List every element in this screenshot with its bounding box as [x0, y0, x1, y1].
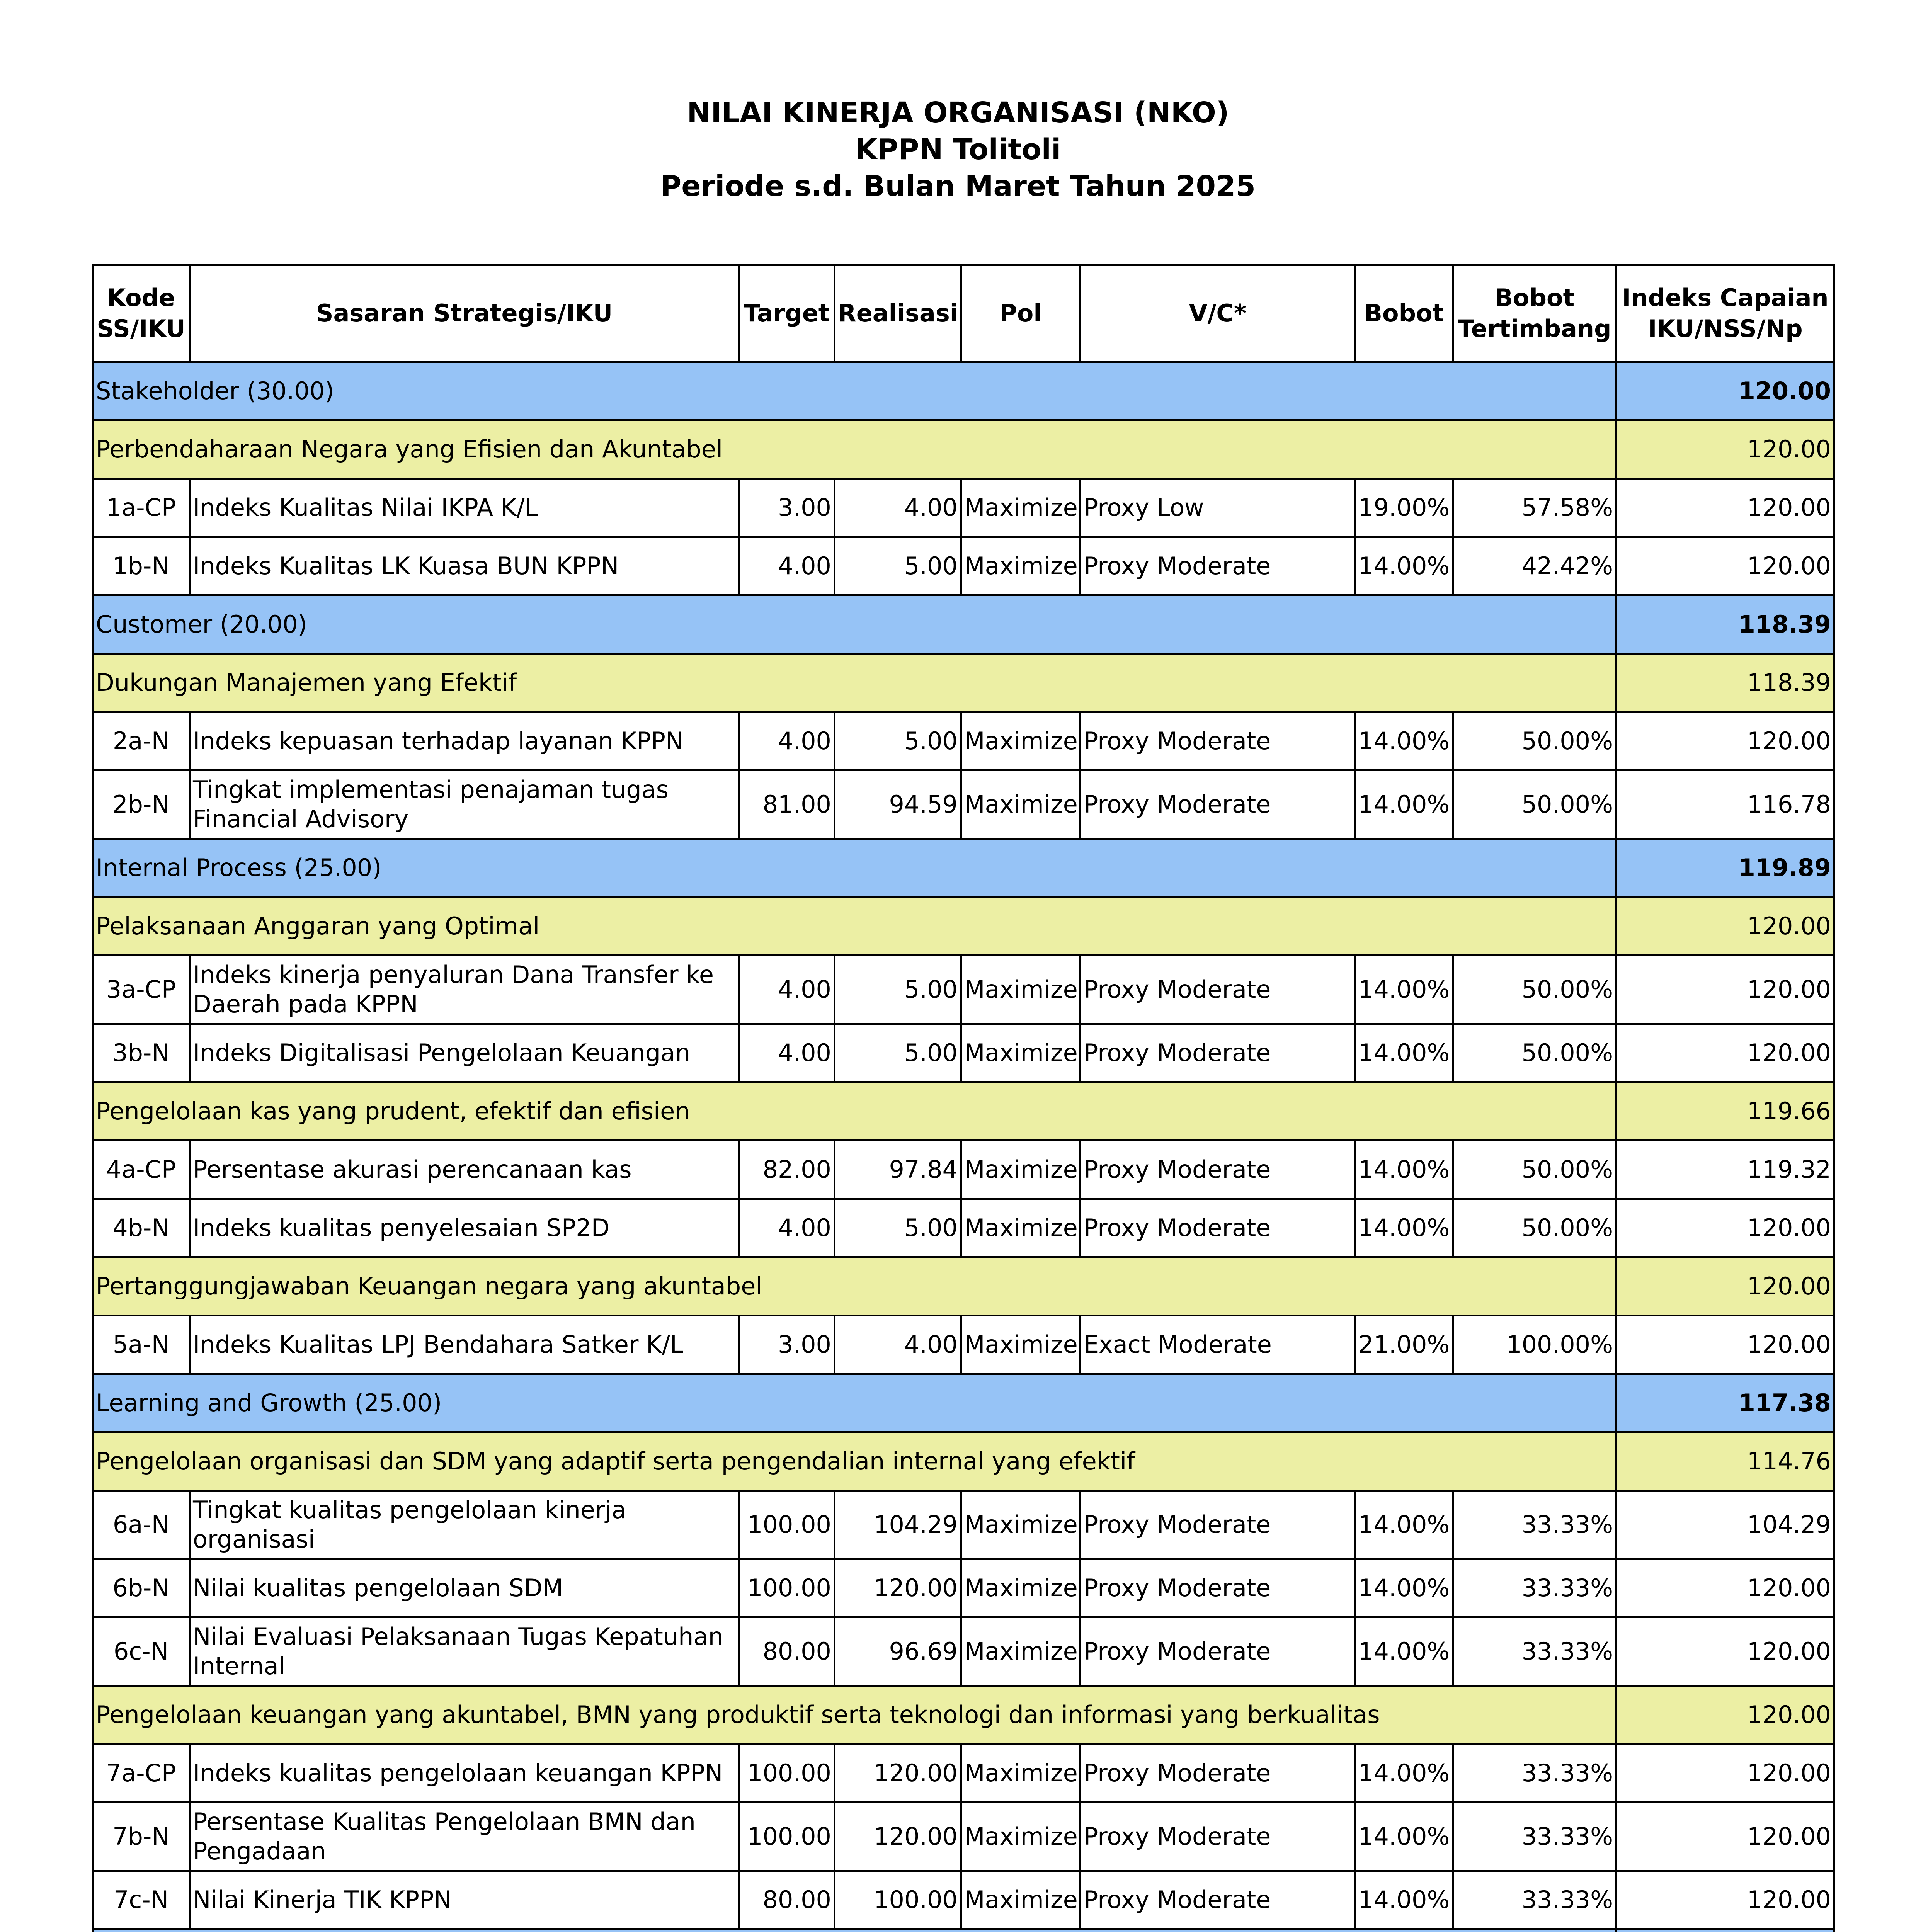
indicator-bobot: 14.00% — [1355, 712, 1453, 770]
table-body — [93, 362, 1834, 1929]
indicator-polarity: Maximize — [961, 1141, 1081, 1199]
indicator-row — [93, 956, 1834, 1024]
indicator-indeks: 116.78 — [1617, 770, 1834, 839]
indicator-name: Persentase Kualitas Pengelolaan BMN dan Pengadaan — [190, 1803, 739, 1871]
indicator-realisasi: 94.59 — [835, 770, 961, 839]
indicator-vc: Proxy Moderate — [1081, 770, 1355, 839]
indicator-realisasi: 5.00 — [835, 712, 961, 770]
indicator-code: 2a-N — [93, 712, 190, 770]
strategic-target-value: 120.00 — [1617, 420, 1834, 479]
indicator-code: 7a-CP — [93, 1744, 190, 1803]
indicator-row — [93, 1141, 1834, 1199]
indicator-realisasi: 120.00 — [835, 1559, 961, 1617]
indicator-realisasi: 104.29 — [835, 1491, 961, 1559]
strategic-target-row — [93, 1686, 1834, 1744]
indicator-bobot: 19.00% — [1355, 479, 1453, 537]
strategic-target-row — [93, 1082, 1834, 1141]
indicator-indeks: 120.00 — [1617, 1617, 1834, 1686]
indicator-bobot-tertimbang: 50.00% — [1453, 956, 1617, 1024]
indicator-row — [93, 1491, 1834, 1559]
indicator-target: 80.00 — [739, 1871, 835, 1929]
indicator-vc: Proxy Moderate — [1081, 1559, 1355, 1617]
indicator-code: 1b-N — [93, 537, 190, 595]
strategic-target-value: 120.00 — [1617, 1686, 1834, 1744]
strategic-target-row — [93, 1432, 1834, 1491]
report-header — [0, 95, 1916, 205]
indicator-target: 100.00 — [739, 1803, 835, 1871]
indicator-code: 6c-N — [93, 1617, 190, 1686]
perspective-row — [93, 595, 1834, 654]
strategic-target-row — [93, 897, 1834, 956]
indicator-polarity: Maximize — [961, 479, 1081, 537]
indicator-realisasi: 96.69 — [835, 1617, 961, 1686]
indicator-indeks: 120.00 — [1617, 1871, 1834, 1929]
indicator-bobot: 14.00% — [1355, 1199, 1453, 1257]
indicator-target: 100.00 — [739, 1744, 835, 1803]
strategic-target-label: Dukungan Manajemen yang Efektif — [93, 654, 1617, 712]
indicator-name: Indeks Digitalisasi Pengelolaan Keuangan — [190, 1024, 739, 1082]
indicator-indeks: 120.00 — [1617, 712, 1834, 770]
perspective-row — [93, 362, 1834, 420]
indicator-bobot: 14.00% — [1355, 1871, 1453, 1929]
col-header-bobot: Bobot — [1355, 265, 1453, 362]
indicator-indeks: 120.00 — [1617, 1316, 1834, 1374]
indicator-code: 6b-N — [93, 1559, 190, 1617]
col-header-kode: Kode SS/IKU — [93, 265, 190, 362]
col-header-sasaran: Sasaran Strategis/IKU — [190, 265, 739, 362]
strategic-target-label: Perbendaharaan Negara yang Efisien dan Akuntabel — [93, 420, 1617, 479]
indicator-polarity: Maximize — [961, 1803, 1081, 1871]
indicator-name: Indeks kualitas penyelesaian SP2D — [190, 1199, 739, 1257]
indicator-bobot: 21.00% — [1355, 1316, 1453, 1374]
indicator-bobot-tertimbang: 50.00% — [1453, 1024, 1617, 1082]
indicator-vc: Proxy Moderate — [1081, 1199, 1355, 1257]
indicator-realisasi: 5.00 — [835, 956, 961, 1024]
indicator-bobot-tertimbang: 50.00% — [1453, 712, 1617, 770]
indicator-row — [93, 479, 1834, 537]
indicator-realisasi: 4.00 — [835, 479, 961, 537]
indicator-indeks: 120.00 — [1617, 956, 1834, 1024]
total-label — [93, 1929, 1617, 1932]
indicator-target: 82.00 — [739, 1141, 835, 1199]
col-header-vc: V/C* — [1081, 265, 1355, 362]
table-header-row — [93, 265, 1834, 362]
indicator-polarity: Maximize — [961, 956, 1081, 1024]
indicator-polarity: Maximize — [961, 712, 1081, 770]
indicator-indeks: 120.00 — [1617, 479, 1834, 537]
indicator-row — [93, 1559, 1834, 1617]
indicator-bobot-tertimbang: 33.33% — [1453, 1491, 1617, 1559]
indicator-name: Indeks Kualitas Nilai IKPA K/L — [190, 479, 739, 537]
strategic-target-value: 120.00 — [1617, 897, 1834, 956]
indicator-bobot-tertimbang: 33.33% — [1453, 1559, 1617, 1617]
perspective-value: 117.38 — [1617, 1374, 1834, 1432]
total-row — [93, 1929, 1834, 1932]
indicator-vc: Proxy Moderate — [1081, 1141, 1355, 1199]
indicator-code: 7b-N — [93, 1803, 190, 1871]
nko-table — [92, 264, 1835, 1932]
strategic-target-value: 118.39 — [1617, 654, 1834, 712]
indicator-target: 4.00 — [739, 537, 835, 595]
indicator-target: 4.00 — [739, 956, 835, 1024]
indicator-bobot-tertimbang: 57.58% — [1453, 479, 1617, 537]
indicator-target: 100.00 — [739, 1559, 835, 1617]
strategic-target-label: Pengelolaan kas yang prudent, efektif dan efisien — [93, 1082, 1617, 1141]
office-name: KPPN Tolitoli — [855, 133, 1061, 166]
perspective-value: 118.39 — [1617, 595, 1834, 654]
indicator-bobot-tertimbang: 50.00% — [1453, 1199, 1617, 1257]
strategic-target-label: Pengelolaan organisasi dan SDM yang adaptif serta pengendalian internal yang efektif — [93, 1432, 1617, 1491]
strategic-target-label: Pertanggungjawaban Keuangan negara yang akuntabel — [93, 1257, 1617, 1316]
indicator-row — [93, 1316, 1834, 1374]
indicator-realisasi: 100.00 — [835, 1871, 961, 1929]
indicator-bobot-tertimbang: 50.00% — [1453, 1141, 1617, 1199]
indicator-polarity: Maximize — [961, 1316, 1081, 1374]
indicator-polarity: Maximize — [961, 537, 1081, 595]
indicator-name: Indeks Kualitas LK Kuasa BUN KPPN — [190, 537, 739, 595]
col-header-target: Target — [739, 265, 835, 362]
indicator-realisasi: 120.00 — [835, 1744, 961, 1803]
indicator-target: 4.00 — [739, 712, 835, 770]
col-header-indeks: Indeks Capaian IKU/NSS/Np — [1617, 265, 1834, 362]
indicator-bobot: 14.00% — [1355, 1141, 1453, 1199]
indicator-code: 2b-N — [93, 770, 190, 839]
indicator-vc: Proxy Moderate — [1081, 1803, 1355, 1871]
indicator-bobot: 14.00% — [1355, 770, 1453, 839]
perspective-value: 120.00 — [1617, 362, 1834, 420]
strategic-target-row — [93, 1257, 1834, 1316]
indicator-name: Tingkat implementasi penajaman tugas Financial Advisory — [190, 770, 739, 839]
indicator-name: Indeks kinerja penyaluran Dana Transfer ke Daerah pada KPPN — [190, 956, 739, 1024]
indicator-name: Nilai kualitas pengelolaan SDM — [190, 1559, 739, 1617]
strategic-target-label: Pelaksanaan Anggaran yang Optimal — [93, 897, 1617, 956]
perspective-label: Learning and Growth (25.00) — [93, 1374, 1617, 1432]
indicator-polarity: Maximize — [961, 1491, 1081, 1559]
report-title: NILAI KINERJA ORGANISASI (NKO) — [687, 96, 1229, 129]
indicator-vc: Proxy Low — [1081, 479, 1355, 537]
indicator-realisasi: 4.00 — [835, 1316, 961, 1374]
indicator-name: Nilai Evaluasi Pelaksanaan Tugas Kepatuhan Internal — [190, 1617, 739, 1686]
indicator-row — [93, 1803, 1834, 1871]
indicator-realisasi: 5.00 — [835, 1024, 961, 1082]
indicator-indeks: 104.29 — [1617, 1491, 1834, 1559]
indicator-realisasi: 97.84 — [835, 1141, 961, 1199]
indicator-vc: Proxy Moderate — [1081, 1024, 1355, 1082]
perspective-label: Stakeholder (30.00) — [93, 362, 1617, 420]
indicator-target: 81.00 — [739, 770, 835, 839]
strategic-target-row — [93, 654, 1834, 712]
indicator-bobot-tertimbang: 33.33% — [1453, 1617, 1617, 1686]
indicator-vc: Exact Moderate — [1081, 1316, 1355, 1374]
indicator-indeks: 120.00 — [1617, 1199, 1834, 1257]
indicator-vc: Proxy Moderate — [1081, 712, 1355, 770]
strategic-target-value: 114.76 — [1617, 1432, 1834, 1491]
col-header-realisasi: Realisasi — [835, 265, 961, 362]
indicator-vc: Proxy Moderate — [1081, 1491, 1355, 1559]
indicator-polarity: Maximize — [961, 1871, 1081, 1929]
indicator-target: 80.00 — [739, 1617, 835, 1686]
indicator-polarity: Maximize — [961, 1024, 1081, 1082]
indicator-bobot-tertimbang: 33.33% — [1453, 1871, 1617, 1929]
perspective-label: Internal Process (25.00) — [93, 839, 1617, 897]
indicator-bobot: 14.00% — [1355, 1617, 1453, 1686]
perspective-value: 119.89 — [1617, 839, 1834, 897]
indicator-vc: Proxy Moderate — [1081, 1744, 1355, 1803]
indicator-code: 3a-CP — [93, 956, 190, 1024]
indicator-code: 4b-N — [93, 1199, 190, 1257]
indicator-bobot-tertimbang: 42.42% — [1453, 537, 1617, 595]
indicator-name: Nilai Kinerja TIK KPPN — [190, 1871, 739, 1929]
indicator-row — [93, 1744, 1834, 1803]
indicator-row — [93, 1871, 1834, 1929]
indicator-polarity: Maximize — [961, 770, 1081, 839]
indicator-target: 3.00 — [739, 1316, 835, 1374]
indicator-indeks: 120.00 — [1617, 1803, 1834, 1871]
indicator-row — [93, 1617, 1834, 1686]
col-header-pol: Pol — [961, 265, 1081, 362]
indicator-bobot-tertimbang: 50.00% — [1453, 770, 1617, 839]
perspective-row — [93, 839, 1834, 897]
indicator-target: 100.00 — [739, 1491, 835, 1559]
indicator-row — [93, 1199, 1834, 1257]
indicator-code: 3b-N — [93, 1024, 190, 1082]
indicator-bobot: 14.00% — [1355, 1491, 1453, 1559]
col-header-bobot-tertimbang: Bobot Tertimbang — [1453, 265, 1617, 362]
indicator-vc: Proxy Moderate — [1081, 956, 1355, 1024]
indicator-name: Indeks Kualitas LPJ Bendahara Satker K/L — [190, 1316, 739, 1374]
indicator-code: 1a-CP — [93, 479, 190, 537]
indicator-indeks: 120.00 — [1617, 1559, 1834, 1617]
strategic-target-value: 120.00 — [1617, 1257, 1834, 1316]
indicator-row — [93, 537, 1834, 595]
indicator-name: Tingkat kualitas pengelolaan kinerja organisasi — [190, 1491, 739, 1559]
indicator-polarity: Maximize — [961, 1559, 1081, 1617]
indicator-bobot: 14.00% — [1355, 1744, 1453, 1803]
indicator-bobot-tertimbang: 33.33% — [1453, 1744, 1617, 1803]
indicator-row — [93, 1024, 1834, 1082]
indicator-vc: Proxy Moderate — [1081, 1617, 1355, 1686]
indicator-code: 5a-N — [93, 1316, 190, 1374]
total-value — [1617, 1929, 1834, 1932]
indicator-code: 4a-CP — [93, 1141, 190, 1199]
indicator-bobot: 14.00% — [1355, 956, 1453, 1024]
indicator-realisasi: 5.00 — [835, 1199, 961, 1257]
indicator-row — [93, 712, 1834, 770]
indicator-target: 3.00 — [739, 479, 835, 537]
indicator-bobot: 14.00% — [1355, 1803, 1453, 1871]
indicator-bobot: 14.00% — [1355, 1559, 1453, 1617]
indicator-polarity: Maximize — [961, 1199, 1081, 1257]
perspective-label: Customer (20.00) — [93, 595, 1617, 654]
indicator-bobot: 14.00% — [1355, 537, 1453, 595]
strategic-target-label: Pengelolaan keuangan yang akuntabel, BMN yang produktif serta teknologi dan informasi yang berkualitas — [93, 1686, 1617, 1744]
indicator-indeks: 120.00 — [1617, 537, 1834, 595]
indicator-realisasi: 120.00 — [835, 1803, 961, 1871]
report-period: Periode s.d. Bulan Maret Tahun 2025 — [660, 170, 1256, 203]
indicator-target: 4.00 — [739, 1024, 835, 1082]
indicator-code: 7c-N — [93, 1871, 190, 1929]
indicator-vc: Proxy Moderate — [1081, 1871, 1355, 1929]
indicator-indeks: 120.00 — [1617, 1744, 1834, 1803]
indicator-name: Indeks kepuasan terhadap layanan KPPN — [190, 712, 739, 770]
indicator-bobot: 14.00% — [1355, 1024, 1453, 1082]
indicator-name: Indeks kualitas pengelolaan keuangan KPPN — [190, 1744, 739, 1803]
indicator-indeks: 119.32 — [1617, 1141, 1834, 1199]
indicator-code: 6a-N — [93, 1491, 190, 1559]
indicator-indeks: 120.00 — [1617, 1024, 1834, 1082]
indicator-target: 4.00 — [739, 1199, 835, 1257]
indicator-row — [93, 770, 1834, 839]
strategic-target-value: 119.66 — [1617, 1082, 1834, 1141]
indicator-vc: Proxy Moderate — [1081, 537, 1355, 595]
indicator-polarity: Maximize — [961, 1744, 1081, 1803]
perspective-row — [93, 1374, 1834, 1432]
indicator-polarity: Maximize — [961, 1617, 1081, 1686]
indicator-bobot-tertimbang: 100.00% — [1453, 1316, 1617, 1374]
indicator-realisasi: 5.00 — [835, 537, 961, 595]
strategic-target-row — [93, 420, 1834, 479]
indicator-bobot-tertimbang: 33.33% — [1453, 1803, 1617, 1871]
indicator-name: Persentase akurasi perencanaan kas — [190, 1141, 739, 1199]
